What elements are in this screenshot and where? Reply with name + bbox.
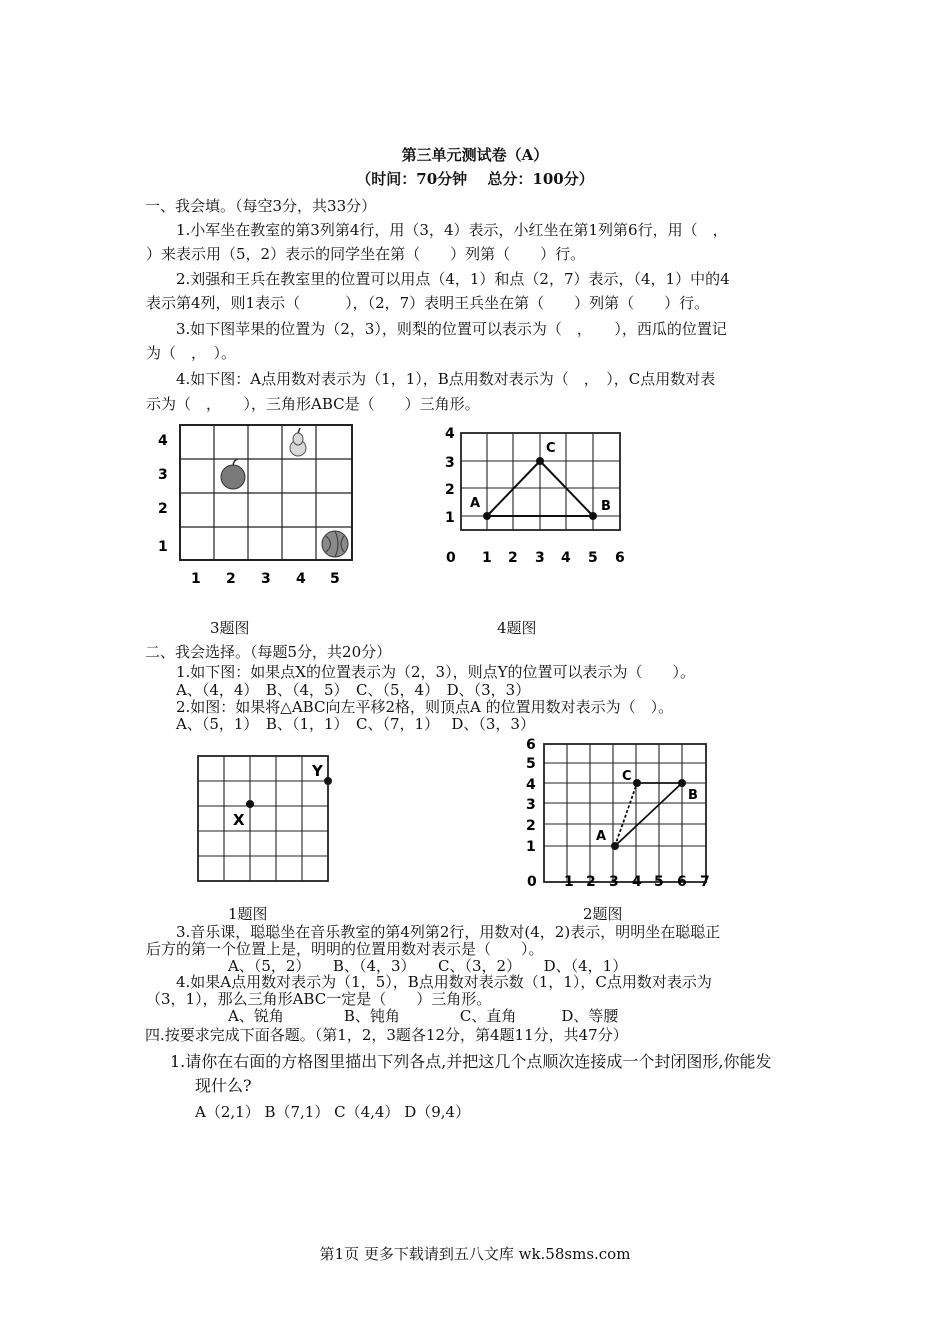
fig2-y-label: 4 [526,777,536,793]
fig3-col-label: 3 [261,571,271,587]
fig4-label-b: B [601,499,611,514]
fig3-col-label: 2 [226,571,236,587]
fig4-triangle-figure [440,420,640,570]
s1-q4-line2: 示为（ ， ），三角形ABC是（ ）三角形。 [146,395,480,413]
s2-q4-line1: 4.如果A点用数对表示为（1，5），B点用数对表示数（1，1），C点用数对表示为 [176,973,712,991]
s1-q4-line1: 4.如下图：A点用数对表示为（1，1），B点用数对表示为（ ， ），C点用数对表 [176,370,716,388]
apple-icon [221,459,245,489]
section2-heading: 二、我会选择。（每题5分，共20分） [145,643,392,661]
fig3-col-label: 1 [191,571,201,587]
s1-q3-line2: 为（ ， ）。 [146,344,237,362]
fig2-y-label: 5 [526,756,536,772]
fig2-y-label: 2 [526,818,536,834]
fig2-label-a: A [596,829,607,844]
s2-q4-line2: （3，1），那么三角形ABC一定是（ ）三角形。 [146,990,492,1008]
s1-q3-line1: 3.如下图苹果的位置为（2，3），则梨的位置可以表示为（ ， ），西瓜的位置记 [176,320,727,338]
s1-q2-line1: 2.刘强和王兵在教室里的位置可以用点（4，1）和点（2，7）表示，（4，1）中的4 [176,270,730,288]
fig2-x-label: 1 [564,874,574,890]
page-title: 第三单元测试卷（A） [401,146,549,164]
s2-q2-options: A、（5，1） B、（1，1） C、（7，1） D、（3，3） [176,715,535,733]
fig4-x-label: 3 [535,550,545,566]
fig2-label-c: C [622,769,632,784]
fig3-col-label: 5 [330,571,340,587]
s1-q2-line2: 表示第4列，则1表示（ ），（2，7）表明王兵坐在第（ ）列第（ ）行。 [146,294,710,312]
s2-q2: 2.如图：如果将△ABC向左平移2格，则顶点A 的位置用数对表示为（ ）。 [176,698,674,716]
s4-q1-line2: 现什么? [195,1076,252,1095]
fig4-caption: 4题图 [497,619,537,637]
fig2-label-b: B [688,788,698,803]
fig4-x-label: 4 [561,550,571,566]
fig2-x-label: 3 [609,874,619,890]
s2-q3-options: A、（5，2） B、（4，3） C、（3，2） D、（4，1） [228,957,628,975]
fig2-y-label: 1 [526,839,536,855]
fig3-col-label: 4 [296,571,306,587]
s4-q1-line1: 1.请你在右面的方格图里描出下列各点,并把这几个点顺次连接成一个封闭图形,你能发 [170,1052,772,1071]
fig4-x-label: 6 [615,550,625,566]
s1-q1-line2: ）来表示用（5，2）表示的同学坐在第（ ）列第（ ）行。 [146,245,586,263]
fig2-x-label: 6 [677,874,687,890]
fig2-x-label: 4 [632,874,642,890]
fig4-x-label: 1 [482,550,492,566]
watermelon-icon [322,531,348,557]
fig4-y-label: 4 [445,426,455,442]
fig3-row-label: 2 [158,501,168,517]
s2-q4-options: A、锐角 B、钝角 C、直角 D、等腰 [228,1007,619,1025]
fig2-x-label: 2 [586,874,596,890]
fig1-caption: 1题图 [228,905,268,923]
fig4-y-label: 1 [445,510,455,526]
fig1-label-x: X [233,811,245,829]
fig4-x-label: 5 [588,550,598,566]
fig2-x-label: 5 [654,874,664,890]
fig2-triangle-figure [522,734,722,894]
fig4-label-a: A [470,496,481,511]
pear-icon [290,428,306,456]
fig3-row-label: 3 [158,467,168,483]
page-footer: 第1页 更多下载请到五八文库 wk.58sms.com [319,1245,631,1263]
s2-q1-options: A、（4，4） B、（4，5） C、（5，4） D、（3，3） [176,681,531,699]
fig3-row-label: 1 [158,539,168,555]
fig3-grid-figure [150,420,360,595]
fig2-x-label: 7 [700,874,710,890]
fig1-label-y: Y [312,762,323,780]
fig3-row-label: 4 [158,433,168,449]
fig2-y-label: 6 [526,737,536,753]
fig2-caption: 2题图 [583,905,623,923]
s4-q1-points: A（2,1） B（7,1） C（4,4） D（9,4） [195,1103,471,1121]
fig4-x-label: 2 [508,550,518,566]
fig3-caption: 3题图 [210,619,250,637]
section4-heading: 四.按要求完成下面各题。（第1，2，3题各12分，第4题11分，共47分） [145,1026,628,1044]
s2-q1: 1.如下图：如果点X的位置表示为（2，3），则点Y的位置可以表示为（ ）。 [176,663,695,681]
fig2-x-label: 0 [527,874,537,890]
fig1-grid-figure [195,752,345,887]
fig4-y-label: 2 [445,482,455,498]
fig4-label-c: C [546,441,556,456]
fig4-y-label: 3 [445,455,455,471]
fig2-y-label: 3 [526,797,536,813]
s2-q3-line2: 后方的第一个位置上是，明明的位置用数对表示是（ ）。 [146,940,544,958]
fig4-x-label: 0 [446,550,456,566]
page-subtitle: （时间：70分钟 总分：100分） [356,170,594,188]
s2-q3-line1: 3.音乐课，聪聪坐在音乐教室的第4列第2行，用数对(4，2)表示，明明坐在聪聪正 [176,923,721,941]
s1-q1-line1: 1.小军坐在教室的第3列第4行，用（3，4）表示，小红坐在第1列第6行，用（ ， [176,221,728,239]
section1-heading: 一、我会填。（每空3分，共33分） [145,197,377,215]
